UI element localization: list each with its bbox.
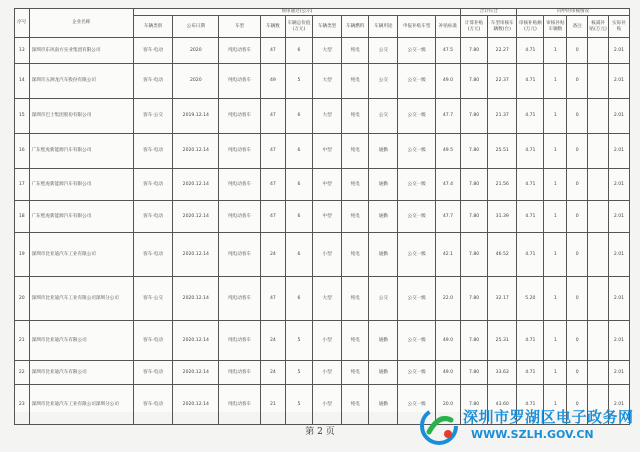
audit-vehicles: 1 [544, 38, 567, 64]
calc-subsidy: 7.80 [461, 385, 488, 425]
company-name: 广东壁虎新能源汽车有限公司 [29, 201, 133, 233]
fuel-type: 纯电 [342, 64, 369, 99]
audit-amount: 4.71 [517, 233, 544, 277]
vehicle-count: 47 [260, 201, 285, 233]
vehicle-usage: 通勤 [369, 134, 398, 169]
subsidy-standard: 47.5 [435, 38, 460, 64]
fuel-type: 纯电 [342, 134, 369, 169]
vehicle-size: 大型 [312, 64, 341, 99]
vehicle-count: 24 [260, 321, 285, 361]
col-header-standard: 补贴标准 [435, 16, 460, 38]
fuel-type: 纯电 [342, 361, 369, 385]
actual-subsidy: 2.01 [608, 201, 629, 233]
vehicle-model: 纯电动客车 [219, 385, 261, 425]
table-row [15, 134, 630, 169]
actual-subsidy: 2.01 [608, 99, 629, 134]
declared-level: 公交一级 [398, 201, 436, 233]
publish-date: 2020.12.14 [173, 134, 219, 169]
vehicle-size: 中型 [312, 201, 341, 233]
table-row [15, 169, 630, 201]
col-header-audit-subsidy: 审核补贴额(万元) [517, 16, 544, 38]
vehicle-usage: 通勤 [369, 385, 398, 425]
vehicle-model: 纯电动客车 [219, 361, 261, 385]
publish-date: 2020.12.14 [173, 361, 219, 385]
audit-amount: 4.71 [517, 38, 544, 64]
audit-amount: 4.71 [517, 361, 544, 385]
vehicle-category: 客车·电动 [133, 64, 173, 99]
vehicle-count: 47 [260, 169, 285, 201]
deduction: 0 [567, 233, 588, 277]
col-header-calc-subsidy: 计算补贴(万元) [461, 16, 488, 38]
audit-subsidy: 21.56 [488, 169, 517, 201]
document-page [14, 8, 630, 412]
remark-cell [588, 99, 609, 134]
vehicle-value: 6 [285, 277, 312, 321]
remark-cell [588, 169, 609, 201]
vehicle-usage: 公交 [369, 38, 398, 64]
vehicle-usage: 公交 [369, 99, 398, 134]
audit-amount: 5.20 [517, 277, 544, 321]
company-name: 深圳市巴士集团股份有限公司 [29, 99, 133, 134]
table-row [15, 321, 630, 361]
calc-subsidy: 7.80 [461, 321, 488, 361]
actual-subsidy: 2.01 [608, 38, 629, 64]
remark-cell [588, 64, 609, 99]
site-watermark [419, 404, 634, 448]
page-number: 第 2 页 [305, 427, 335, 437]
group-header-right: 同中的审核情况 [517, 9, 630, 16]
fuel-type: 纯电 [342, 233, 369, 277]
vehicle-value: 5 [285, 361, 312, 385]
vehicle-category: 客车·电动 [133, 361, 173, 385]
audit-vehicles: 1 [544, 99, 567, 134]
row-no: 17 [15, 169, 30, 201]
vehicle-value: 6 [285, 169, 312, 201]
col-header-actual: 实际补贴 [608, 16, 629, 38]
calc-subsidy: 7.80 [461, 38, 488, 64]
audit-subsidy: 46.52 [488, 233, 517, 277]
col-header-deduction: 核减补贴(万元) [588, 16, 609, 38]
audit-amount: 4.71 [517, 385, 544, 425]
vehicle-usage: 通勤 [369, 321, 398, 361]
audit-vehicles: 1 [544, 64, 567, 99]
audit-vehicles: 1 [544, 134, 567, 169]
row-no: 22 [15, 361, 30, 385]
vehicle-model: 纯电动客车 [219, 277, 261, 321]
vehicle-size: 小型 [312, 321, 341, 361]
row-no: 16 [15, 134, 30, 169]
declared-level: 公交一级 [398, 99, 436, 134]
actual-subsidy: 2.01 [608, 169, 629, 201]
audit-subsidy: 43.60 [488, 385, 517, 425]
vehicle-value: 5 [285, 321, 312, 361]
vehicle-category: 客车·电动 [133, 134, 173, 169]
remark-cell [588, 321, 609, 361]
row-no: 19 [15, 233, 30, 277]
vehicle-count: 47 [260, 134, 285, 169]
vehicle-count: 47 [260, 277, 285, 321]
table-row [15, 64, 630, 99]
table-row [15, 201, 630, 233]
subsidy-standard: 22.0 [435, 277, 460, 321]
audit-vehicles: 1 [544, 169, 567, 201]
vehicle-usage: 公交 [369, 277, 398, 321]
table-row [15, 277, 630, 321]
calc-subsidy: 7.80 [461, 361, 488, 385]
audit-amount: 4.71 [517, 99, 544, 134]
row-no: 18 [15, 201, 30, 233]
declared-level: 公交一级 [398, 134, 436, 169]
table-row [15, 361, 630, 385]
calc-subsidy: 7.80 [461, 64, 488, 99]
subsidy-standard: 20.0 [435, 385, 460, 425]
declared-level: 公交一级 [398, 277, 436, 321]
audit-subsidy: 21.37 [488, 99, 517, 134]
vehicle-category: 客车·电动 [133, 321, 173, 361]
subsidy-standard: 47.7 [435, 201, 460, 233]
vehicle-model: 纯电动客车 [219, 169, 261, 201]
actual-subsidy: 2.01 [608, 321, 629, 361]
audit-amount: 4.71 [517, 134, 544, 169]
vehicle-value: 6 [285, 201, 312, 233]
col-header-fuel: 车辆燃料 [342, 16, 369, 38]
vehicle-usage: 通勤 [369, 201, 398, 233]
declared-level: 公交一级 [398, 64, 436, 99]
vehicle-model: 纯电动客车 [219, 99, 261, 134]
col-header-category: 车辆类别 [133, 16, 173, 38]
row-no: 14 [15, 64, 30, 99]
vehicle-size: 小型 [312, 361, 341, 385]
audit-amount: 4.71 [517, 201, 544, 233]
vehicle-count: 47 [260, 38, 285, 64]
fuel-type: 纯电 [342, 201, 369, 233]
declared-level: 公交一级 [398, 321, 436, 361]
vehicle-value: 6 [285, 233, 312, 277]
col-header-usage: 车辆用途 [369, 16, 398, 38]
vehicle-model: 纯电动客车 [219, 201, 261, 233]
publish-date: 2020.12.14 [173, 201, 219, 233]
vehicle-model: 纯电动客车 [219, 321, 261, 361]
publish-date: 2019.12.14 [173, 99, 219, 134]
deduction: 0 [567, 385, 588, 425]
audit-amount: 4.71 [517, 169, 544, 201]
company-name: 深圳市比亚迪汽车有限公司 [29, 321, 133, 361]
publish-date: 2020.12.14 [173, 233, 219, 277]
publish-date: 2020 [173, 38, 219, 64]
vehicle-size: 大型 [312, 277, 341, 321]
deduction: 0 [567, 134, 588, 169]
row-no: 20 [15, 277, 30, 321]
subsidy-standard: 47.4 [435, 169, 460, 201]
vehicle-value: 6 [285, 38, 312, 64]
actual-subsidy: 2.01 [608, 385, 629, 425]
company-name: 深圳市比亚迪汽车工业有限公司 [29, 233, 133, 277]
vehicle-size: 小型 [312, 233, 341, 277]
vehicle-size: 中型 [312, 169, 341, 201]
vehicle-category: 客车·公交 [133, 99, 173, 134]
audit-subsidy: 25.31 [488, 321, 517, 361]
remark-cell [588, 134, 609, 169]
calc-subsidy: 7.80 [461, 169, 488, 201]
company-name: 广东壁虎新能源汽车有限公司 [29, 169, 133, 201]
row-no: 23 [15, 385, 30, 425]
audit-vehicles: 1 [544, 321, 567, 361]
audit-subsidy: 22.27 [488, 38, 517, 64]
remark-cell [588, 38, 609, 64]
vehicle-count: 24 [260, 361, 285, 385]
vehicle-usage: 通勤 [369, 169, 398, 201]
vehicle-count: 24 [260, 233, 285, 277]
row-no: 13 [15, 38, 30, 64]
col-header-audit-count: 车型审核车辆数(台) [488, 16, 517, 38]
vehicle-size: 大型 [312, 38, 341, 64]
fuel-type: 纯电 [342, 99, 369, 134]
remark-cell [588, 361, 609, 385]
company-name: 深圳市五洲龙汽车股份有限公司 [29, 64, 133, 99]
col-header-audit-vehicles: 审核补贴车辆数 [544, 16, 567, 38]
company-name: 广东壁虎新能源汽车有限公司 [29, 134, 133, 169]
audit-subsidy: 32.17 [488, 277, 517, 321]
audit-vehicles: 1 [544, 361, 567, 385]
col-header-count: 车辆数 [260, 16, 285, 38]
deduction: 0 [567, 277, 588, 321]
declared-level: 公交一级 [398, 233, 436, 277]
col-header-model: 车型 [219, 16, 261, 38]
row-no: 15 [15, 99, 30, 134]
vehicle-usage: 通勤 [369, 361, 398, 385]
vehicle-size: 中型 [312, 134, 341, 169]
calc-subsidy: 7.80 [461, 134, 488, 169]
actual-subsidy: 2.01 [608, 134, 629, 169]
actual-subsidy: 2.01 [608, 233, 629, 277]
vehicle-model: 纯电动客车 [219, 233, 261, 277]
declared-level: 公交一级 [398, 169, 436, 201]
publish-date: 2020.12.14 [173, 321, 219, 361]
declared-level: 公交一级 [398, 361, 436, 385]
vehicle-usage: 通勤 [369, 233, 398, 277]
subsidy-table [14, 8, 630, 425]
col-header-remark: 备注 [567, 16, 588, 38]
audit-subsidy: 22.37 [488, 64, 517, 99]
vehicle-model: 纯电动客车 [219, 134, 261, 169]
vehicle-model: 纯电动客车 [219, 64, 261, 99]
subsidy-standard: 49.5 [435, 134, 460, 169]
table-row [15, 233, 630, 277]
vehicle-size: 大型 [312, 99, 341, 134]
deduction: 0 [567, 361, 588, 385]
vehicle-category: 客车·电动 [133, 201, 173, 233]
fuel-type: 纯电 [342, 321, 369, 361]
audit-vehicles: 1 [544, 277, 567, 321]
watermark-site-name: 深圳市罗湖区电子政务网 [463, 408, 634, 426]
calc-subsidy: 7.80 [461, 201, 488, 233]
subsidy-standard: 49.0 [435, 361, 460, 385]
vehicle-value: 6 [285, 99, 312, 134]
vehicle-category: 客车·电动 [133, 385, 173, 425]
vehicle-value: 6 [285, 134, 312, 169]
deduction: 0 [567, 38, 588, 64]
calc-subsidy: 7.80 [461, 277, 488, 321]
vehicle-count: 21 [260, 385, 285, 425]
vehicle-category: 客车·电动 [133, 233, 173, 277]
actual-subsidy: 2.01 [608, 361, 629, 385]
col-header-value: 车辆总价值(万元) [285, 16, 312, 38]
actual-subsidy: 2.01 [608, 64, 629, 99]
col-header-type: 车辆类型 [312, 16, 341, 38]
company-name: 深圳市比亚迪汽车工业有限公司深圳分公司 [29, 385, 133, 425]
publish-date: 2020.12.14 [173, 385, 219, 425]
subsidy-standard: 42.1 [435, 233, 460, 277]
vehicle-model: 纯电动客车 [219, 38, 261, 64]
actual-subsidy: 2.01 [608, 277, 629, 321]
company-name: 深圳市比亚迪汽车有限公司 [29, 361, 133, 385]
table-row [15, 38, 630, 64]
vehicle-value: 5 [285, 385, 312, 425]
col-header-company: 企业名称 [29, 9, 133, 38]
col-header-declared-model: 申报补贴车型 [398, 16, 436, 38]
site-logo-icon [419, 406, 459, 446]
deduction: 0 [567, 169, 588, 201]
company-name: 深圳市比亚迪汽车工业有限公司深圳分公司 [29, 277, 133, 321]
declared-level: 公交一级 [398, 385, 436, 425]
fuel-type: 纯电 [342, 385, 369, 425]
subsidy-standard: 49.0 [435, 321, 460, 361]
audit-vehicles: 1 [544, 201, 567, 233]
subsidy-standard: 49.0 [435, 64, 460, 99]
col-header-no: 序号 [15, 9, 30, 38]
table-row [15, 99, 630, 134]
remark-cell [588, 277, 609, 321]
watermark-site-url: WWW.SZLH.GOV.CN [471, 428, 594, 441]
vehicle-count: 47 [260, 99, 285, 134]
deduction: 0 [567, 321, 588, 361]
remark-cell [588, 233, 609, 277]
audit-vehicles: 1 [544, 233, 567, 277]
vehicle-category: 客车·电动 [133, 169, 173, 201]
vehicle-category: 客车·公交 [133, 277, 173, 321]
deduction: 0 [567, 201, 588, 233]
col-header-date: 公布日期 [173, 16, 219, 38]
subsidy-standard: 47.7 [435, 99, 460, 134]
fuel-type: 纯电 [342, 38, 369, 64]
publish-date: 2020.12.14 [173, 277, 219, 321]
publish-date: 2020.12.14 [173, 169, 219, 201]
row-no: 21 [15, 321, 30, 361]
audit-vehicles: 1 [544, 385, 567, 425]
calc-subsidy: 7.80 [461, 233, 488, 277]
declared-level: 公交一级 [398, 38, 436, 64]
company-name: 深圳市东风南方实业集团有限公司 [29, 38, 133, 64]
audit-subsidy: 31.39 [488, 201, 517, 233]
vehicle-category: 客车·电动 [133, 38, 173, 64]
publish-date: 2020 [173, 64, 219, 99]
audit-subsidy: 25.51 [488, 134, 517, 169]
audit-amount: 4.71 [517, 64, 544, 99]
fuel-type: 纯电 [342, 169, 369, 201]
audit-amount: 4.71 [517, 321, 544, 361]
deduction: 0 [567, 64, 588, 99]
fuel-type: 纯电 [342, 277, 369, 321]
audit-subsidy: 33.63 [488, 361, 517, 385]
calc-subsidy: 7.80 [461, 99, 488, 134]
vehicle-count: 49 [260, 64, 285, 99]
remark-cell [588, 201, 609, 233]
vehicle-size: 小型 [312, 385, 341, 425]
vehicle-value: 5 [285, 64, 312, 99]
group-header-left: 预审通过(公示) [133, 9, 460, 16]
sub-group-header: 合计符合 [461, 9, 517, 16]
deduction: 0 [567, 99, 588, 134]
vehicle-usage: 公交 [369, 64, 398, 99]
